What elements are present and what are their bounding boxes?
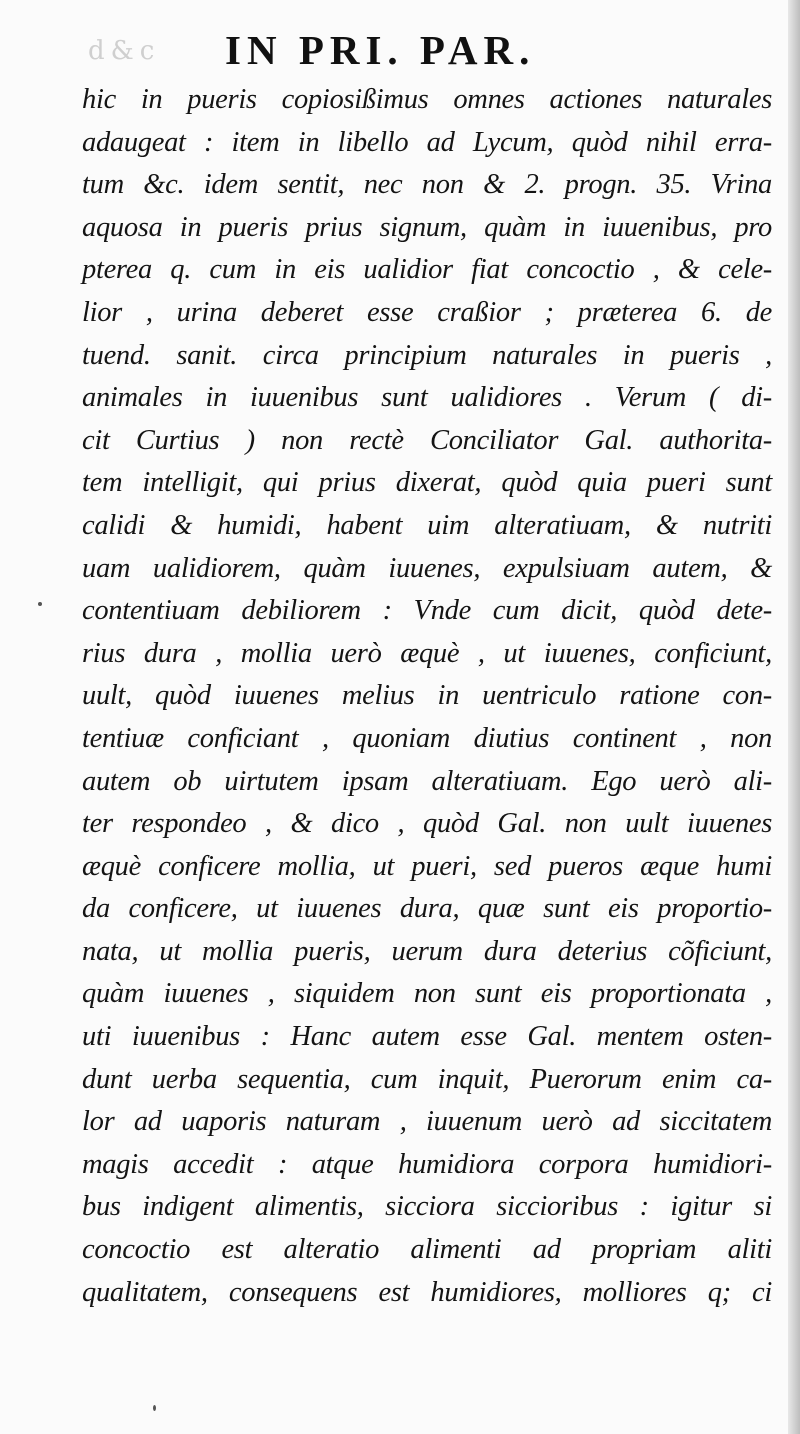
paper-speck	[38, 602, 42, 606]
text-line: uam ualidiorem, quàm iuuenes, expulsiuam autem, &	[82, 552, 772, 584]
text-line: ter respondeo , & dico , quòd Gal. non uult iuuenes	[82, 808, 772, 840]
text-line: pterea q. cum in eis ualidior fiat concoctio , & cele-	[82, 254, 772, 286]
text-line: uult, quòd iuuenes melius in uentriculo ratione con-	[82, 680, 772, 712]
text-line: aquosa in pueris prius signum, quàm in iuuenibus, pro	[82, 211, 772, 243]
text-line: concoctio est alteratio alimenti ad propriam aliti	[82, 1234, 772, 1266]
text-line: lor ad uaporis naturam , iuuenum uerò ad siccitatem	[82, 1106, 772, 1138]
text-line: æquè conficere mollia, ut pueri, sed pueros æque humi	[82, 850, 772, 882]
page-edge-shadow	[788, 0, 800, 1434]
text-line: cit Curtius ) non rectè Conciliator Gal. authorita-	[82, 424, 772, 456]
text-line: bus indigent alimentis, sicciora siccioribus : igitur si	[82, 1191, 772, 1223]
text-line: uti iuuenibus : Hanc autem esse Gal. mentem osten-	[82, 1021, 772, 1053]
text-line: animales in iuuenibus sunt ualidiores . Verum ( di-	[82, 382, 772, 414]
text-line: hic in pueris copiosißimus omnes actiones naturales	[82, 84, 772, 115]
text-line: tum &c. idem sentit, nec non & 2. progn. 35. Vrina	[82, 169, 772, 201]
running-head: IN PRI. PAR.	[225, 27, 536, 73]
text-line: quàm iuuenes , siquidem non sunt eis proportionata ,	[82, 978, 772, 1010]
text-line: calidi & humidi, habent uim alteratiuam, & nutriti	[82, 509, 772, 541]
text-line: da conficere, ut iuuenes dura, quæ sunt eis proportio-	[82, 893, 772, 925]
text-line: tentiuæ conficiant , quoniam diutius continent , non	[82, 722, 772, 754]
text-line: tuend. sanit. circa principium naturales in pueris ,	[82, 339, 772, 371]
text-line: dunt uerba sequentia, cum inquit, Puerorum enim ca-	[82, 1063, 772, 1095]
body-text	[82, 79, 772, 1314]
text-line: tem intelligit, qui prius dixerat, quòd quia pueri sunt	[82, 467, 772, 499]
text-line: lior , urina deberet esse craßior ; præterea 6. de	[82, 296, 772, 328]
text-line: autem ob uirtutem ipsam alteratiuam. Ego uerò ali-	[82, 765, 772, 797]
text-line: magis accedit : atque humidiora corpora humidiori-	[82, 1148, 772, 1180]
text-line: nata, ut mollia pueris, uerum dura deterius cõficiunt,	[82, 935, 772, 967]
text-line: contentiuam debiliorem : Vnde cum dicit, quòd dete-	[82, 595, 772, 627]
bleed-through-text: d&c	[88, 36, 161, 66]
text-line: rius dura , mollia uerò æquè , ut iuuenes, conficiunt,	[82, 637, 772, 669]
text-line: adaugeat : item in libello ad Lycum, quòd nihil erra-	[82, 126, 772, 158]
text-line: qualitatem, consequens est humidiores, molliores q; ci	[82, 1276, 772, 1308]
paper-speck	[153, 1405, 156, 1411]
